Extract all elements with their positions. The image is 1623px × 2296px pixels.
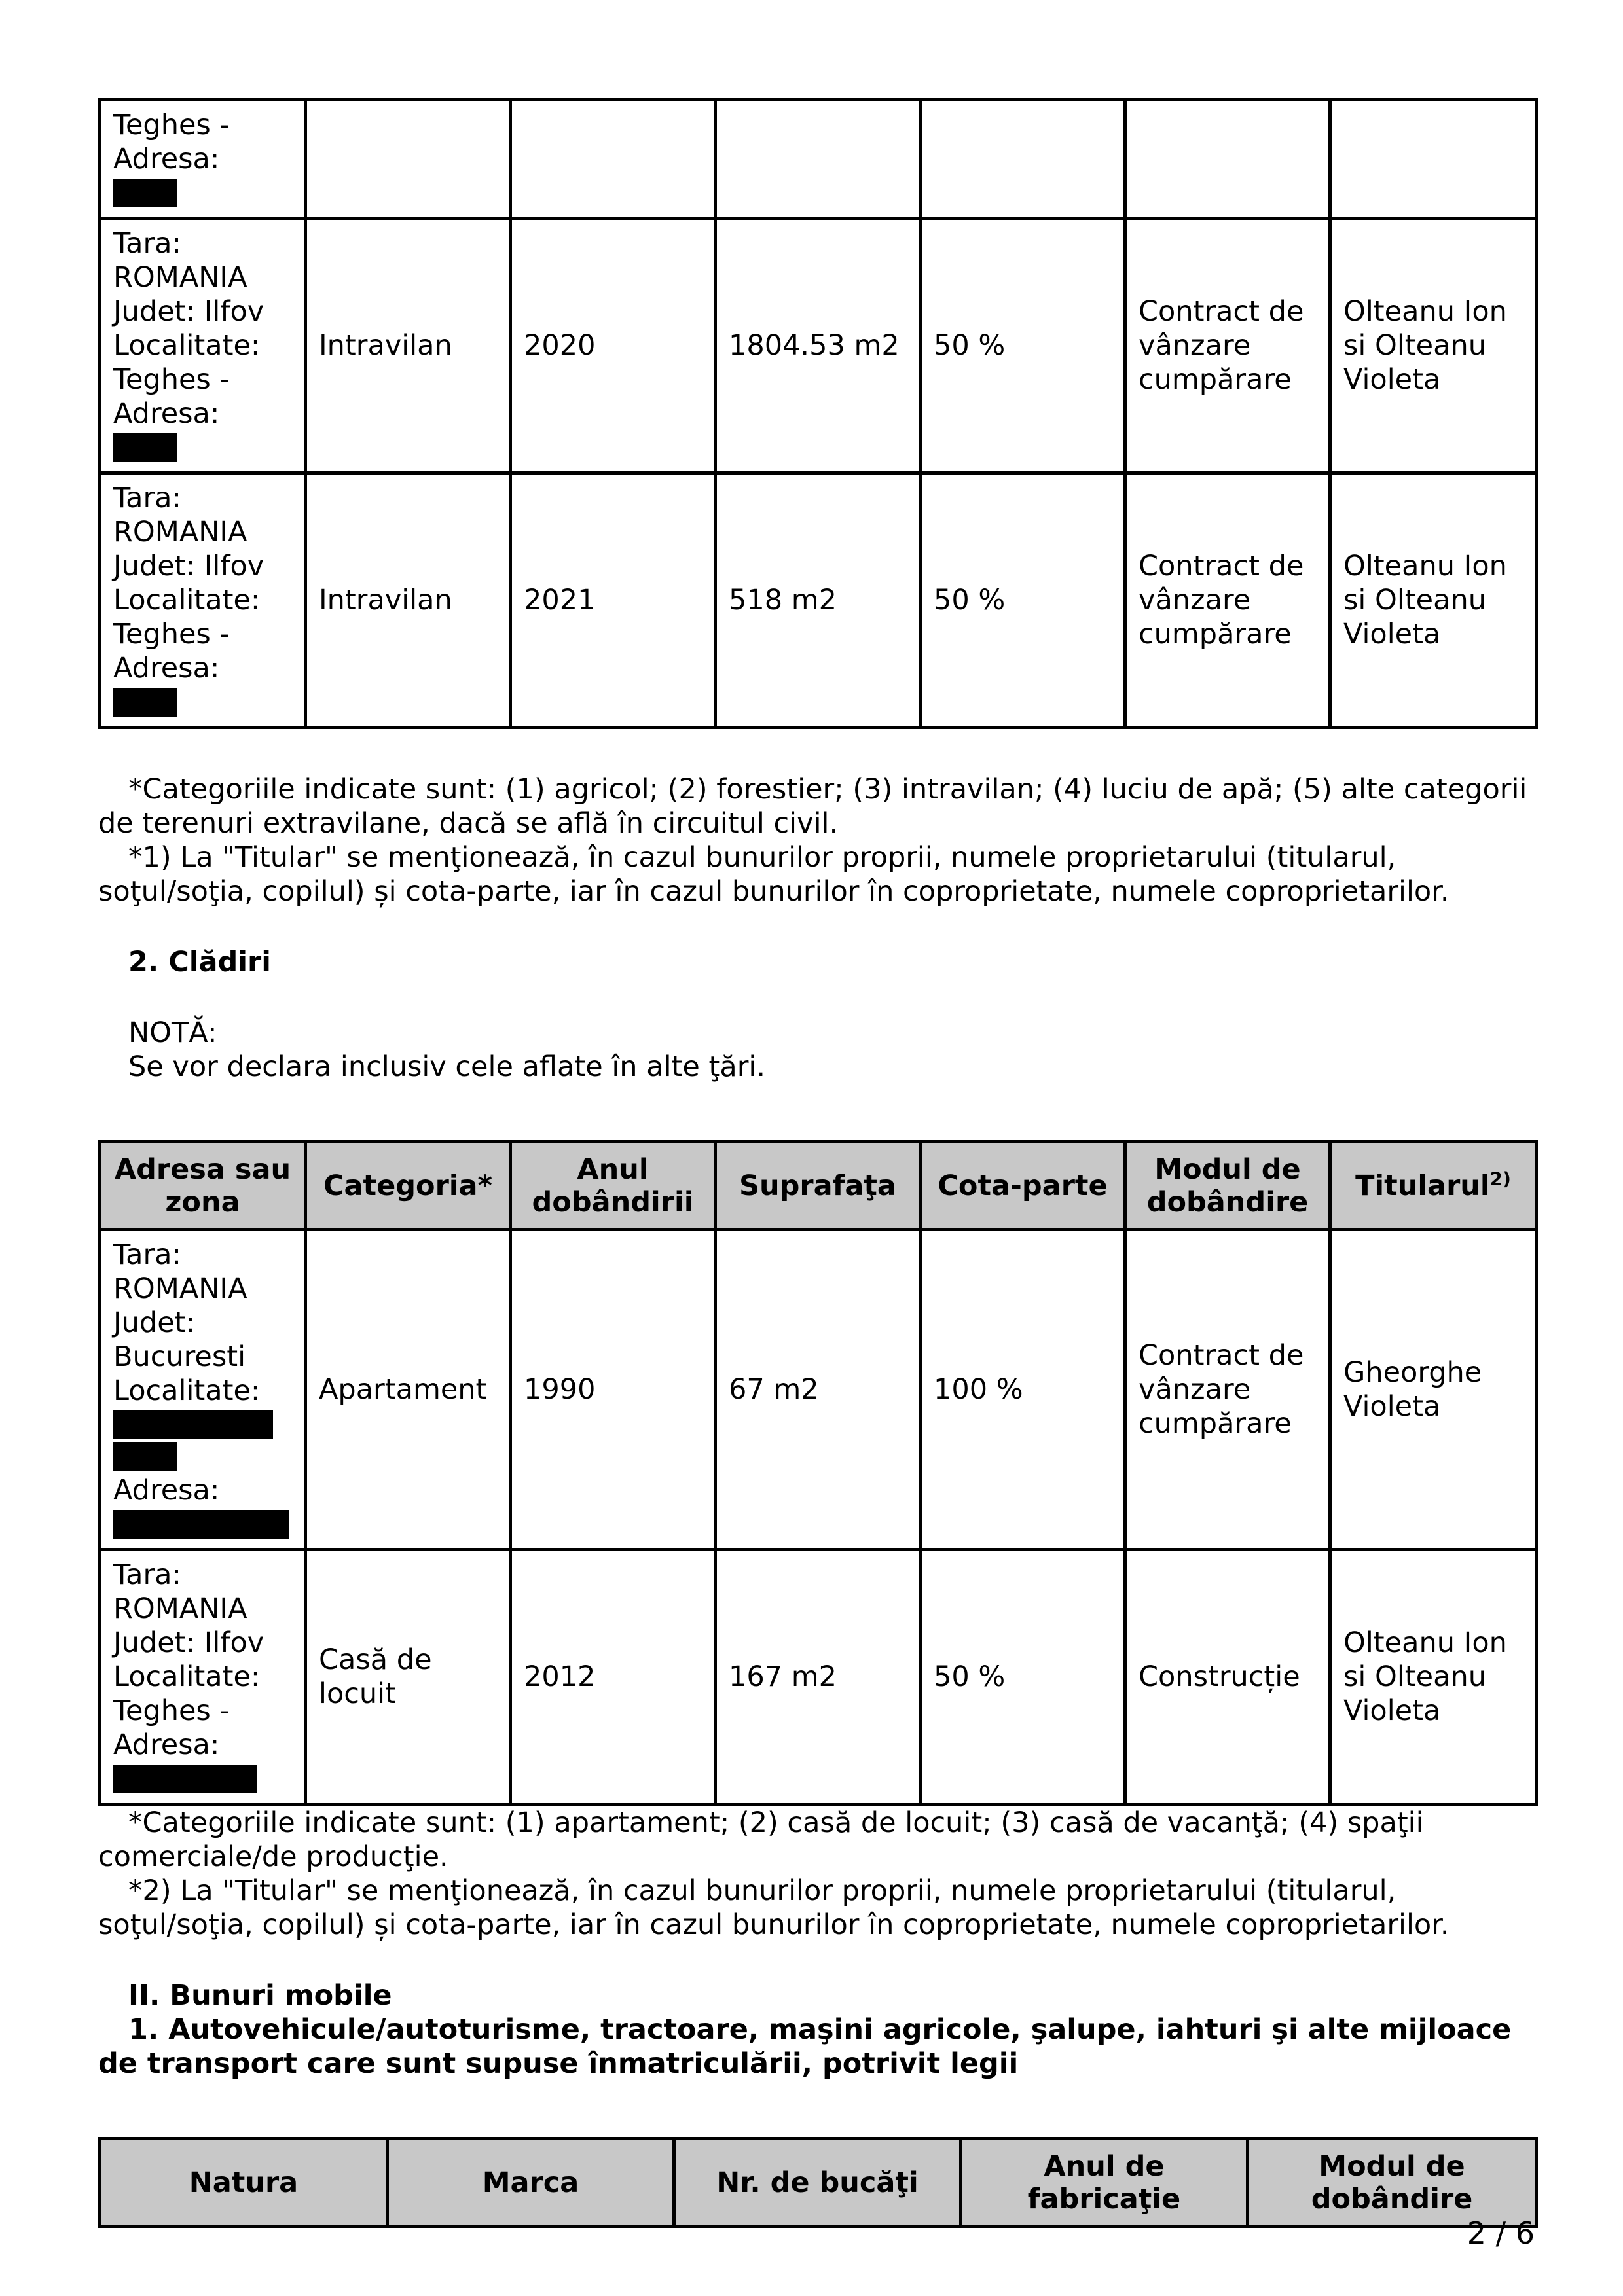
address-cell: Tara: ROMANIA Judet: Bucuresti Localitate: Adresa: [100,1230,306,1550]
movables-heading: II. Bunuri mobile [128,1979,392,2012]
holder-cell [1330,100,1537,219]
year-cell: 1990 [511,1230,716,1550]
column-header: Modul de dobândire [1248,2139,1537,2227]
area-cell [716,100,921,219]
table-row [100,219,1537,473]
table-row [100,1550,1537,1804]
buildings-holder-note: *2) La "Titular" se menţionează, în cazul bunurilor proprii, numele proprietarului (titularul, soţul/soţia, copilul) și cota-parte, iar în cazul bunurilor în coproprietate, numele coproprietarilor. [98,1874,1450,1941]
column-header: Adresa sau zona [100,1142,306,1230]
year-cell: 2021 [511,473,716,728]
redaction-box [113,688,177,717]
address-cell: Teghes - Adresa: [100,100,306,219]
redaction-box [113,179,177,207]
buildings-table [98,1140,1538,1806]
column-header: Marca [388,2139,674,2227]
year-cell [511,100,716,219]
holder-cell: Olteanu Ion si Olteanu Violeta [1330,219,1537,473]
address-cell: Tara: ROMANIA Judet: Ilfov Localitate: Teghes - Adresa: [100,473,306,728]
column-header: Suprafaţa [716,1142,921,1230]
nota-label: NOTĂ: [128,1016,217,1049]
area-cell: 518 m2 [716,473,921,728]
column-header: Modul de dobândire [1125,1142,1330,1230]
redaction-box [113,1442,177,1471]
mode-cell: Construcție [1125,1550,1330,1804]
holder-cell: Gheorghe Violeta [1330,1230,1537,1550]
share-cell: 100 % [921,1230,1125,1550]
table-row [100,1230,1537,1550]
holder-cell: Olteanu Ion si Olteanu Violeta [1330,1550,1537,1804]
buildings-heading: 2. Clădiri [128,946,272,978]
vehicles-table [98,2137,1538,2228]
year-cell: 2012 [511,1550,716,1804]
column-header: Titularul$^{2)}$ [1330,1142,1537,1230]
area-cell: 67 m2 [716,1230,921,1550]
table-header-row [100,1142,1537,1230]
category-cell: Intravilan [306,219,511,473]
year-cell: 2020 [511,219,716,473]
column-header: Nr. de bucăţi [674,2139,961,2227]
mode-cell: Contract de vânzare cumpărare [1125,219,1330,473]
column-header: Cota-parte [921,1142,1125,1230]
share-cell: 50 % [921,1550,1125,1804]
redaction-box [113,1765,257,1793]
area-cell: 1804.53 m2 [716,219,921,473]
document-page [98,98,1535,2228]
nota-text: Se vor declara inclusiv cele aflate în alte ţări. [128,1050,766,1083]
column-header: Anul de fabricaţie [961,2139,1248,2227]
share-cell: 50 % [921,473,1125,728]
category-cell: Casă de locuit [306,1550,511,1804]
mode-cell: Contract de vânzare cumpărare [1125,1230,1330,1550]
redaction-box [113,433,177,462]
column-header: Natura [100,2139,388,2227]
column-header: Anul dobândirii [511,1142,716,1230]
address-cell: Tara: ROMANIA Judet: Ilfov Localitate: Teghes - Adresa: [100,1550,306,1804]
category-cell: Intravilan [306,473,511,728]
land-category-note: *Categoriile indicate sunt: (1) agricol; (2) forestier; (3) intravilan; (4) luciu de apă; (5) alte categorii de terenuri extravilane, dacă se află în circuitul civil. [98,773,1527,840]
holder-cell: Olteanu Ion si Olteanu Violeta [1330,473,1537,728]
column-header: Categoria* [306,1142,511,1230]
mode-cell [1125,100,1330,219]
address-cell: Tara: ROMANIA Judet: Ilfov Localitate: Teghes - Adresa: [100,219,306,473]
land-table-continued [98,98,1538,729]
redaction-box [113,1510,289,1539]
mode-cell: Contract de vânzare cumpărare [1125,473,1330,728]
table-header-row [100,2139,1537,2227]
table-row [100,100,1537,219]
share-cell [921,100,1125,219]
area-cell: 167 m2 [716,1550,921,1804]
redaction-box [113,1410,273,1439]
category-cell [306,100,511,219]
movables-subheading: 1. Autovehicule/autoturisme, tractoare, maşini agricole, şalupe, iahturi şi alte mijloace de transport care sunt supuse înmatriculării, potrivit legii [98,2013,1512,2080]
category-cell: Apartament [306,1230,511,1550]
table-row [100,473,1537,728]
land-holder-note: *1) La "Titular" se menţionează, în cazul bunurilor proprii, numele proprietarului (titularul, soţul/soţia, copilul) și cota-parte, iar în cazul bunurilor în coproprietate, numele coproprietarilor. [98,841,1450,908]
buildings-category-note: *Categoriile indicate sunt: (1) apartament; (2) casă de locuit; (3) casă de vacanţă; (4) spaţii comerciale/de producţie. [98,1806,1424,1873]
page-number: 2 / 6 [1467,2215,1535,2251]
share-cell: 50 % [921,219,1125,473]
